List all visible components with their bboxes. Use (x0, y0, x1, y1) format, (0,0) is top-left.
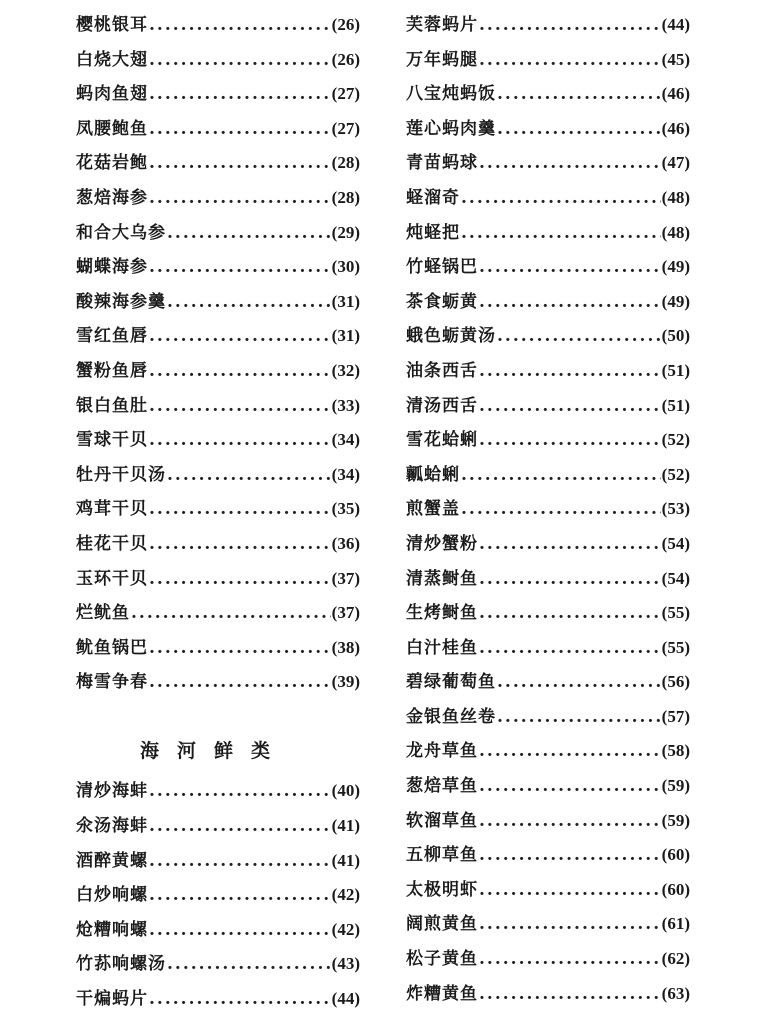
toc-entry-page-number: (48) (661, 187, 690, 207)
toc-dot-leader (149, 982, 331, 1017)
toc-entry (406, 977, 690, 1012)
toc-dot-leader (167, 216, 331, 251)
toc-dot-leader (479, 8, 661, 43)
toc-entry-page-number: (53) (661, 499, 690, 519)
toc-entry (76, 596, 360, 631)
toc-entry-title: 烂鱿鱼 (76, 603, 130, 624)
toc-entry-title: 花菇岩鲍 (76, 153, 148, 174)
toc-entry (76, 77, 360, 112)
toc-entry-title: 桂花干贝 (76, 533, 148, 554)
toc-dot-leader (497, 319, 661, 354)
toc-entry-page-number: (38) (331, 637, 360, 657)
toc-entry-title: 葱焙海参 (76, 187, 148, 208)
toc-entry-title: 蝴蝶海参 (76, 257, 148, 278)
toc-entry-title: 碧绿葡萄鱼 (406, 672, 496, 693)
toc-entry-title: 软溜草鱼 (406, 810, 478, 831)
toc-entry-page-number: (55) (661, 637, 690, 657)
toc-dot-leader (479, 873, 661, 908)
toc-entry (406, 43, 690, 78)
toc-dot-leader (497, 700, 661, 735)
toc-entry (76, 43, 360, 78)
toc-entry-title: 瓤蛤蜊 (406, 464, 460, 485)
toc-entry (406, 250, 690, 285)
toc-entry-title: 莲心蚂肉羹 (406, 118, 496, 139)
toc-dot-leader (479, 285, 661, 320)
toc-entry-page-number: (43) (331, 954, 360, 974)
toc-entry-page-number: (33) (331, 395, 360, 415)
toc-entry-title: 炸糟黄鱼 (406, 983, 478, 1004)
toc-dot-leader (149, 181, 331, 216)
toc-dot-leader (149, 77, 331, 112)
toc-entry-page-number: (32) (331, 360, 360, 380)
toc-entry-page-number: (36) (331, 533, 360, 553)
toc-entry-page-number: (28) (331, 153, 360, 173)
toc-entry (406, 8, 690, 43)
toc-entry-page-number: (31) (331, 326, 360, 346)
toc-entry-title: 芙蓉蚂片 (406, 15, 478, 35)
toc-entry (406, 146, 690, 181)
toc-entry (406, 319, 690, 354)
toc-entry-page-number: (46) (661, 84, 690, 104)
toc-entry-page-number: (60) (661, 845, 690, 865)
toc-dot-leader (149, 43, 331, 78)
toc-entry-page-number: (42) (331, 885, 360, 905)
toc-entry-page-number: (41) (331, 850, 360, 870)
toc-entry (76, 562, 360, 597)
toc-entry (76, 250, 360, 285)
toc-entry-title: 煎蟹盖 (406, 499, 460, 520)
toc-dot-leader (497, 77, 661, 112)
toc-entry-title: 炖蛏把 (406, 222, 460, 243)
toc-dot-leader (479, 596, 661, 631)
toc-entry (76, 319, 360, 354)
toc-entry-title: 葱焙草鱼 (406, 776, 478, 797)
toc-dot-leader (149, 665, 331, 700)
toc-entry-title: 生烤鲥鱼 (406, 603, 478, 624)
toc-entry-page-number: (34) (331, 430, 360, 450)
toc-entry-title: 雪球干贝 (76, 430, 148, 451)
toc-entry-page-number: (54) (661, 568, 690, 588)
toc-entry-title: 樱桃银耳 (76, 15, 148, 35)
toc-entry (76, 878, 360, 913)
toc-entry-title: 蛏溜奇 (406, 187, 460, 208)
toc-entry-title: 银白鱼肚 (76, 395, 148, 416)
toc-dot-leader (461, 216, 661, 251)
toc-entry-page-number: (44) (661, 15, 690, 34)
toc-entry (76, 527, 360, 562)
toc-entry-title: 凤腰鲍鱼 (76, 118, 148, 139)
toc-entry-title: 鸡茸干贝 (76, 499, 148, 520)
toc-entry (76, 8, 360, 43)
toc-entry-page-number: (47) (661, 153, 690, 173)
toc-entry-title: 酸辣海参羹 (76, 291, 166, 312)
toc-entry-page-number: (59) (661, 776, 690, 796)
toc-entry-title: 白烧大翅 (76, 49, 148, 70)
toc-dot-leader (149, 913, 331, 948)
toc-entry (76, 844, 360, 879)
toc-entry (76, 389, 360, 424)
toc-entry-title: 干煸蚂片 (76, 989, 148, 1010)
toc-entry-page-number: (35) (331, 499, 360, 519)
toc-entry-page-number: (45) (661, 49, 690, 69)
toc-entry (406, 216, 690, 251)
toc-entry (406, 77, 690, 112)
toc-dot-leader (149, 112, 331, 147)
toc-entry (76, 216, 360, 251)
toc-entry (406, 873, 690, 908)
toc-entry-title: 万年蚂腿 (406, 49, 478, 70)
toc-entry (406, 354, 690, 389)
toc-entry (406, 285, 690, 320)
toc-dot-leader (479, 942, 661, 977)
toc-entry-title: 酒醉黄螺 (76, 850, 148, 871)
toc-entry (406, 665, 690, 700)
section-heading: 海河鲜类 (140, 739, 289, 762)
toc-dot-leader (479, 146, 661, 181)
toc-dot-leader (149, 389, 331, 424)
toc-entry (76, 665, 360, 700)
toc-entry-page-number: (58) (661, 741, 690, 761)
toc-entry-title: 阔煎黄鱼 (406, 914, 478, 935)
toc-entry-title: 竹荪响螺汤 (76, 954, 166, 975)
toc-entry-title: 清炒海蚌 (76, 781, 148, 802)
toc-entry-title: 蛾色蛎黄汤 (406, 326, 496, 347)
toc-entry (406, 423, 690, 458)
toc-entry-page-number: (52) (661, 430, 690, 450)
toc-dot-leader (149, 354, 331, 389)
toc-dot-leader (479, 838, 661, 873)
toc-dot-leader (149, 8, 331, 43)
toc-dot-leader (479, 977, 661, 1012)
toc-dot-leader (479, 43, 661, 78)
toc-entry-page-number: (26) (331, 49, 360, 69)
toc-entry-title: 金银鱼丝卷 (406, 706, 496, 727)
toc-entry-title: 清汤西舌 (406, 395, 478, 416)
toc-entry-title: 五柳草鱼 (406, 845, 478, 866)
toc-entry (76, 181, 360, 216)
toc-entry-page-number: (28) (331, 187, 360, 207)
toc-left-column (76, 8, 360, 1017)
toc-entry (406, 112, 690, 147)
toc-dot-leader (461, 458, 661, 493)
toc-entry-page-number: (56) (661, 672, 690, 692)
toc-dot-leader (131, 596, 331, 631)
toc-entry-title: 茶食蛎黄 (406, 291, 478, 312)
toc-entry (406, 596, 690, 631)
toc-entry (76, 423, 360, 458)
toc-entry-page-number: (48) (661, 222, 690, 242)
toc-entry-page-number: (41) (331, 816, 360, 836)
toc-entry-page-number: (50) (661, 326, 690, 346)
toc-entry-page-number: (31) (331, 291, 360, 311)
toc-entry (76, 354, 360, 389)
toc-dot-leader (479, 907, 661, 942)
toc-dot-leader (149, 809, 331, 844)
toc-entry (76, 809, 360, 844)
toc-entry-title: 清炒蟹粉 (406, 533, 478, 554)
toc-dot-leader (149, 562, 331, 597)
toc-entry-title: 玉环干贝 (76, 568, 148, 589)
toc-entry (406, 562, 690, 597)
toc-entry-title: 蚂肉鱼翅 (76, 84, 148, 105)
toc-right-list (406, 8, 690, 1011)
toc-entry-title: 松子黄鱼 (406, 949, 478, 970)
toc-entry (406, 734, 690, 769)
toc-entry (406, 458, 690, 493)
toc-entry (76, 913, 360, 948)
toc-dot-leader (497, 665, 661, 700)
toc-entry-page-number: (29) (331, 222, 360, 242)
toc-entry-page-number: (39) (331, 672, 360, 692)
toc-entry-title: 氽汤海蚌 (76, 816, 148, 837)
toc-right-column (406, 8, 690, 1011)
toc-dot-leader (149, 631, 331, 666)
toc-dot-leader (479, 354, 661, 389)
toc-dot-leader (479, 734, 661, 769)
toc-entry-page-number: (49) (661, 291, 690, 311)
toc-entry-title: 雪红鱼唇 (76, 326, 148, 347)
toc-entry (406, 838, 690, 873)
toc-entry-title: 梅雪争春 (76, 672, 148, 693)
toc-entry (406, 181, 690, 216)
toc-entry (406, 769, 690, 804)
toc-dot-leader (479, 250, 661, 285)
toc-dot-leader (479, 389, 661, 424)
toc-dot-leader (167, 458, 331, 493)
toc-entry-page-number: (26) (331, 15, 360, 34)
toc-entry-page-number: (42) (331, 919, 360, 939)
toc-entry-page-number: (60) (661, 879, 690, 899)
toc-dot-leader (479, 631, 661, 666)
toc-entry (76, 146, 360, 181)
toc-dot-leader (149, 878, 331, 913)
toc-entry (76, 112, 360, 147)
toc-dot-leader (149, 423, 331, 458)
toc-entry-title: 白汁桂鱼 (406, 637, 478, 658)
toc-dot-leader (149, 844, 331, 879)
toc-dot-leader (149, 527, 331, 562)
toc-entry-page-number: (37) (331, 568, 360, 588)
toc-dot-leader (167, 947, 331, 982)
toc-entry-page-number: (27) (331, 84, 360, 104)
toc-dot-leader (167, 285, 331, 320)
toc-dot-leader (479, 769, 661, 804)
toc-entry (76, 947, 360, 982)
toc-entry-page-number: (40) (331, 781, 360, 801)
toc-entry-page-number: (37) (331, 603, 360, 623)
toc-entry-title: 竹蛏锅巴 (406, 257, 478, 278)
toc-entry-page-number: (62) (661, 949, 690, 969)
toc-left-top-list (76, 8, 360, 700)
toc-entry-page-number: (51) (661, 395, 690, 415)
toc-entry-page-number: (27) (331, 118, 360, 138)
toc-entry-page-number: (30) (331, 257, 360, 277)
toc-entry (406, 492, 690, 527)
toc-dot-leader (149, 250, 331, 285)
toc-dot-leader (149, 146, 331, 181)
toc-entry (406, 942, 690, 977)
toc-entry-title: 太极明虾 (406, 879, 478, 900)
toc-entry (76, 982, 360, 1017)
toc-dot-leader (479, 423, 661, 458)
toc-entry (76, 285, 360, 320)
toc-dot-leader (461, 492, 661, 527)
toc-entry (406, 804, 690, 839)
toc-entry-page-number: (63) (661, 983, 690, 1003)
toc-dot-leader (479, 527, 661, 562)
toc-entry (76, 631, 360, 666)
toc-entry-page-number: (61) (661, 914, 690, 934)
toc-entry-page-number: (46) (661, 118, 690, 138)
toc-entry-title: 油条西舌 (406, 360, 478, 381)
toc-entry-page-number: (55) (661, 603, 690, 623)
toc-dot-leader (149, 319, 331, 354)
toc-entry (406, 631, 690, 666)
toc-entry-title: 清蒸鲥鱼 (406, 568, 478, 589)
toc-entry-title: 青苗蚂球 (406, 153, 478, 174)
toc-entry-title: 和合大乌参 (76, 222, 166, 243)
toc-entry (406, 527, 690, 562)
toc-entry (76, 492, 360, 527)
toc-entry-title: 雪花蛤蜊 (406, 430, 478, 451)
toc-entry (406, 700, 690, 735)
toc-left-bottom-list (76, 774, 360, 1016)
toc-entry-title: 炝糟响螺 (76, 919, 148, 940)
toc-entry-title: 白炒响螺 (76, 885, 148, 906)
toc-entry-page-number: (34) (331, 464, 360, 484)
toc-dot-leader (149, 492, 331, 527)
toc-dot-leader (479, 562, 661, 597)
toc-entry-page-number: (59) (661, 810, 690, 830)
toc-entry-title: 八宝炖蚂饭 (406, 84, 496, 105)
toc-entry-page-number: (44) (331, 989, 360, 1009)
toc-dot-leader (497, 112, 661, 147)
toc-entry-page-number: (52) (661, 464, 690, 484)
toc-entry-title: 鱿鱼锅巴 (76, 637, 148, 658)
toc-entry-title: 龙舟草鱼 (406, 741, 478, 762)
toc-entry (406, 907, 690, 942)
toc-entry-page-number: (57) (661, 706, 690, 726)
toc-entry-title: 牡丹干贝汤 (76, 464, 166, 485)
toc-dot-leader (461, 181, 661, 216)
toc-entry (406, 389, 690, 424)
toc-dot-leader (479, 804, 661, 839)
toc-entry (76, 458, 360, 493)
toc-dot-leader (149, 774, 331, 809)
toc-entry-page-number: (49) (661, 257, 690, 277)
toc-entry-title: 蟹粉鱼唇 (76, 360, 148, 381)
toc-entry-page-number: (54) (661, 533, 690, 553)
toc-entry (76, 774, 360, 809)
toc-entry-page-number: (51) (661, 360, 690, 380)
